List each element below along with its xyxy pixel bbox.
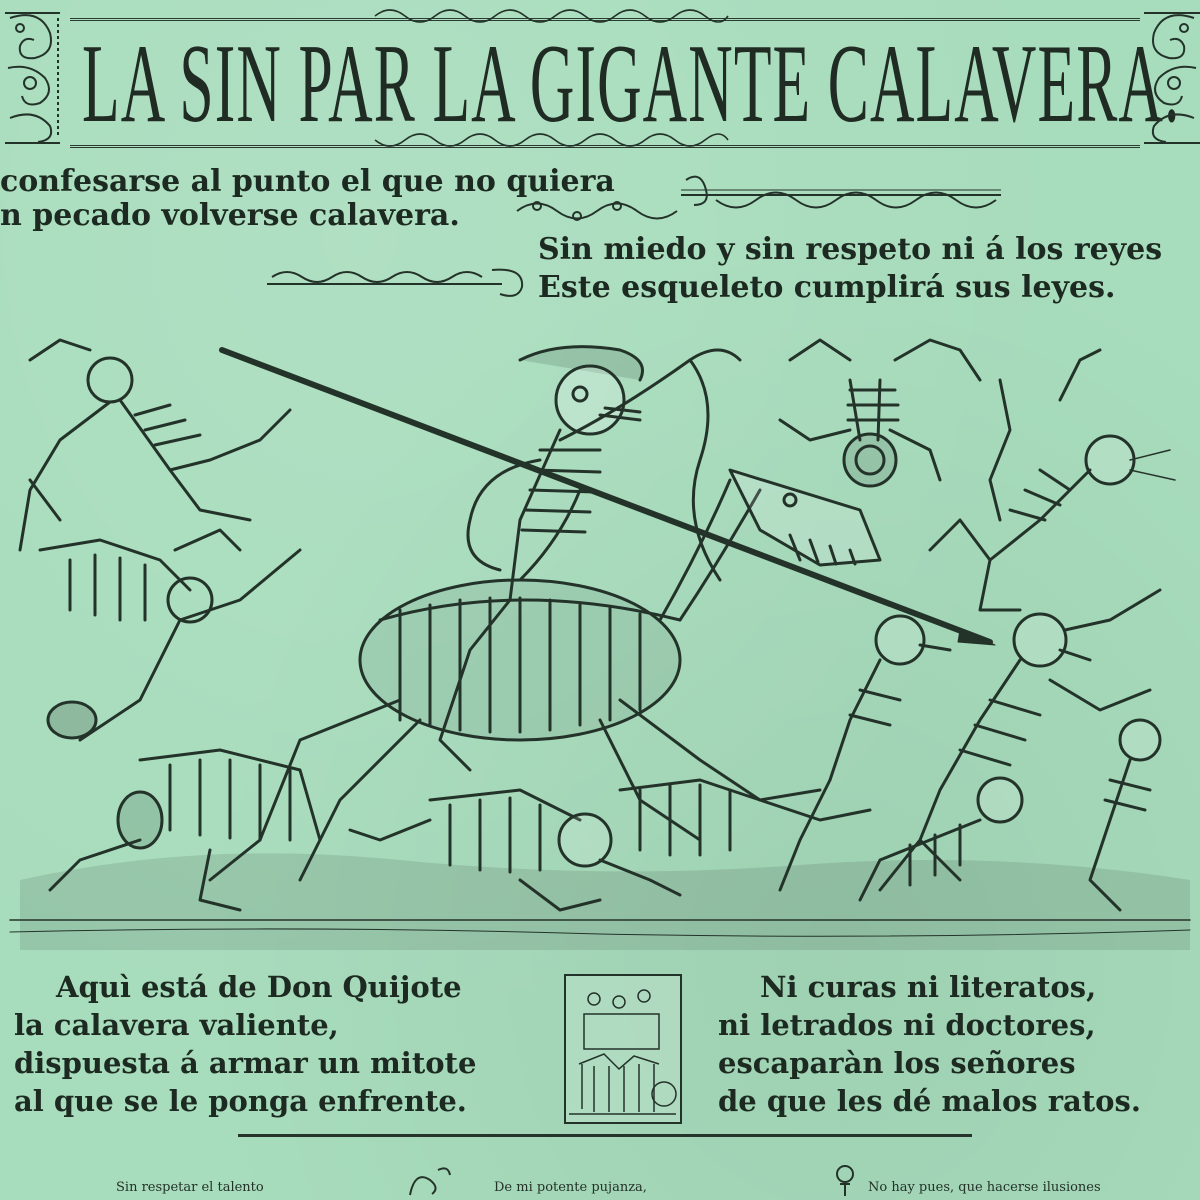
title-part: T <box>733 22 773 146</box>
verse-right-line: escaparàn los señores <box>718 1046 1076 1080</box>
verse-left-line: la calavera valiente, <box>14 1008 339 1042</box>
verse-left-line: Aquì está de Don Quijote <box>56 970 462 1004</box>
verse-left-line: dispuesta á armar un mitote <box>14 1046 477 1080</box>
motto-line-1: Sin miedo y sin respeto ni á los reyes <box>538 232 1163 267</box>
intro-line-1: confesarse al punto el que no quiera <box>0 164 615 199</box>
title-banner <box>0 0 1200 160</box>
verse-left <box>14 968 476 1120</box>
ornament-right-icon <box>1140 8 1200 148</box>
footer-column-2-first-line: De mi potente pujanza, <box>494 1180 647 1195</box>
verse-right-line: de que les dé malos ratos. <box>718 1084 1141 1118</box>
vignette-procession-image <box>564 974 682 1124</box>
footer-column-1-first-line: Sin respetar el talento <box>116 1180 264 1195</box>
intro-line-2: n pecado volverse calavera. <box>0 198 460 233</box>
motto-line-2: Este esqueleto cumplirá sus leyes. <box>538 270 1116 305</box>
verse-left-line: al que se le ponga enfrente. <box>14 1084 467 1118</box>
title-part: R LA GIGAN <box>373 22 734 146</box>
small-skull-icon <box>830 1160 860 1200</box>
verse-right-line: ni letrados ni doctores, <box>718 1008 1096 1042</box>
vine-ornament-left-icon <box>262 262 532 302</box>
calavera-illustration <box>0 320 1200 950</box>
page-title <box>82 20 1181 148</box>
vine-ornament-small-icon <box>512 196 682 226</box>
title-part: LA SIN P <box>82 22 329 146</box>
title-part: E CALAVERA. <box>772 22 1181 146</box>
footer-column-3-first-line: No hay pues, que hacerse ilusiones <box>868 1180 1101 1195</box>
flourish-icon <box>400 1160 460 1200</box>
verse-right <box>718 968 1141 1120</box>
ornament-left-icon <box>0 8 64 148</box>
section-divider <box>238 1134 972 1137</box>
title-part: A <box>328 22 374 146</box>
vine-ornament-icon <box>676 170 1006 220</box>
title-bottom-scroll-icon <box>370 130 730 152</box>
verse-right-line: Ni curas ni literatos, <box>760 970 1097 1004</box>
